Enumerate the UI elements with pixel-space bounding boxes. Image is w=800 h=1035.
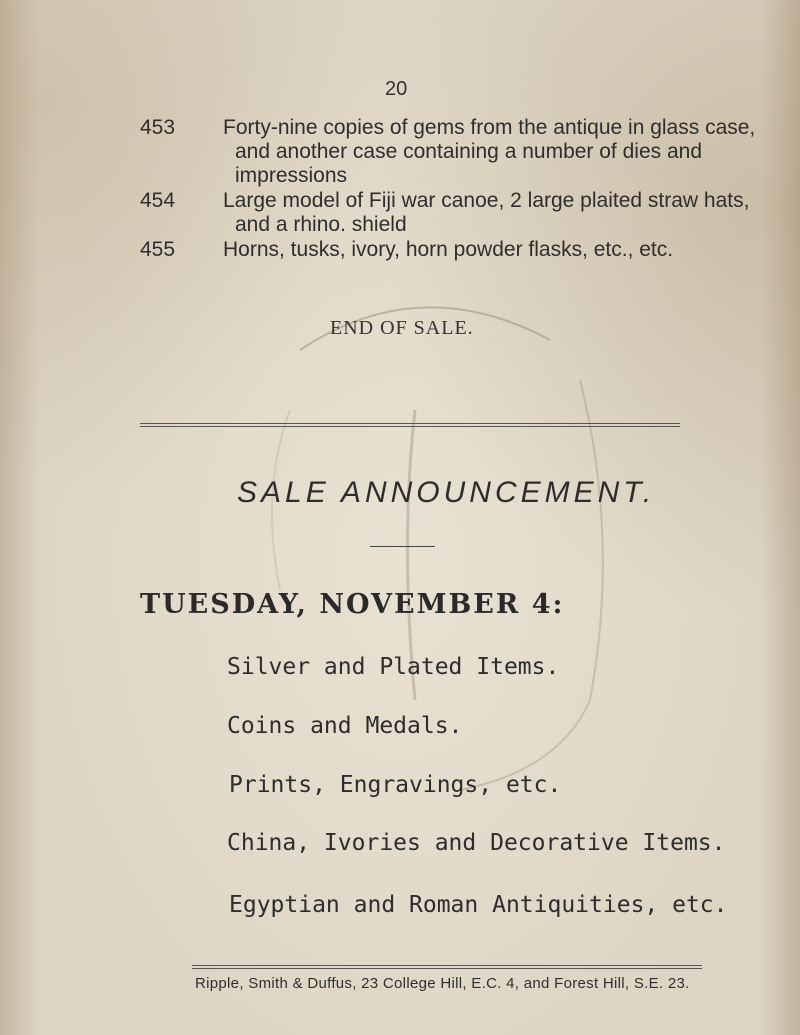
lot-line: Forty-nine copies of gems from the antique in glass case, <box>223 116 756 139</box>
lot-description <box>223 116 783 188</box>
sale-item: Egyptian and Roman Antiquities, etc. <box>229 892 728 918</box>
sale-item: Silver and Plated Items. <box>227 654 560 680</box>
lot-description <box>223 189 783 237</box>
divider-rule <box>140 423 680 424</box>
lot-number: 453 <box>140 116 176 139</box>
lot-line: Large model of Fiji war canoe, 2 large plaited straw hats, <box>223 189 750 212</box>
sale-item: China, Ivories and Decorative Items. <box>227 830 726 856</box>
footer-rule <box>192 965 702 966</box>
auctioneer-footer: Ripple, Smith & Duffus, 23 College Hill, E.C. 4, and Forest Hill, S.E. 23. <box>195 975 690 992</box>
page-number: 20 <box>385 78 408 100</box>
water-stain <box>260 290 660 830</box>
left-page-edge <box>0 0 40 1035</box>
sale-date: TUESDAY, NOVEMBER 4: <box>140 589 565 620</box>
lot-line: and a rhino. shield <box>235 213 407 236</box>
lot-number: 454 <box>140 189 176 212</box>
footer-rule <box>192 968 702 969</box>
sale-announcement-heading: SALE ANNOUNCEMENT. <box>237 476 656 509</box>
lot-line: and another case containing a number of dies and <box>235 140 702 163</box>
lot-line: impressions <box>235 164 348 187</box>
lot-line: Horns, tusks, ivory, horn powder flasks, etc., etc. <box>223 238 674 261</box>
lot-number: 455 <box>140 238 176 261</box>
lot-description <box>223 238 783 262</box>
end-of-sale: END OF SALE. <box>330 317 474 339</box>
short-divider <box>370 546 435 547</box>
sale-item: Coins and Medals. <box>227 713 463 739</box>
sale-item: Prints, Engravings, etc. <box>229 772 562 798</box>
divider-rule <box>140 426 680 427</box>
